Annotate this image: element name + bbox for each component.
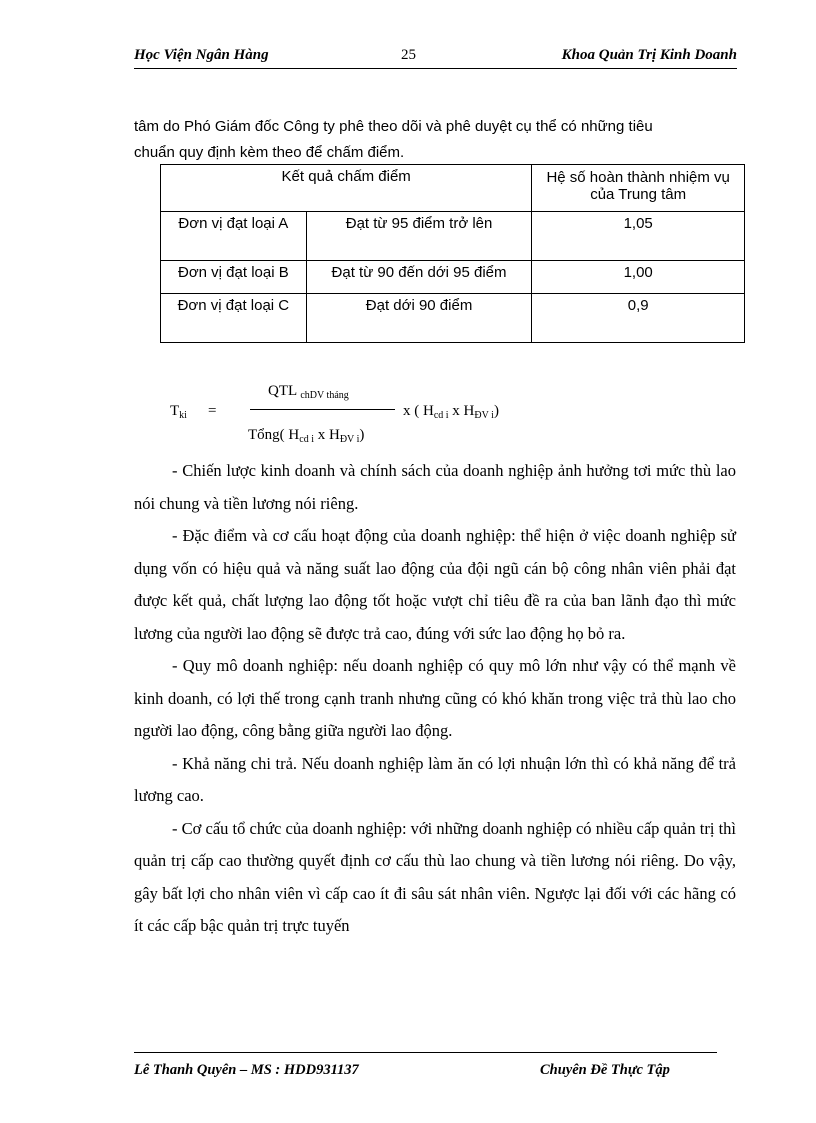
paragraph: - Khả năng chi trả. Nếu doanh nghiệp làm ăn có lợi nhuận lớn thì có khả năng để trả lương cao. bbox=[134, 753, 736, 805]
formula-equals: = bbox=[208, 403, 217, 419]
coefficient-cell: 1,00 bbox=[532, 261, 745, 294]
criteria-cell: Đạt từ 90 đến dới 95 điểm bbox=[306, 261, 532, 294]
unit-cell: Đơn vị đạt loại A bbox=[161, 212, 307, 261]
criteria-cell: Đạt dới 90 điểm bbox=[306, 294, 532, 343]
table-row bbox=[161, 294, 745, 343]
footer-title: Chuyên Đề Thực Tập bbox=[540, 1062, 670, 1078]
criteria-cell: Đạt từ 95 điểm trở lên bbox=[306, 212, 532, 261]
intro-line: chuẩn quy định kèm theo để chấm điểm. bbox=[134, 144, 405, 161]
grading-table bbox=[160, 164, 745, 343]
intro-line: tâm do Phó Giám đốc Công ty phê theo dõi và phê duyệt cụ thể có những tiêu bbox=[134, 118, 653, 135]
page-number: 25 bbox=[401, 47, 416, 63]
unit-cell: Đơn vị đạt loại B bbox=[161, 261, 307, 294]
formula-multiplier: x ( $H_{cd i}$ x $H_{ĐV i}$) bbox=[403, 403, 499, 421]
paragraph: - Chiến lược kinh doanh và chính sách của doanh nghiệp ảnh hưởng tơi mức thù lao nói chung và tiền lương nói riêng. bbox=[134, 461, 736, 513]
page-footer bbox=[134, 1062, 724, 1082]
header-result: Kết quả chấm điểm bbox=[161, 165, 532, 212]
page-header bbox=[134, 47, 737, 67]
intro-text bbox=[134, 114, 734, 166]
formula-lhs: $T_{ki}$ bbox=[170, 403, 187, 421]
header-coefficient: Hệ số hoàn thành nhiệm vụ của Trung tâm bbox=[532, 165, 745, 212]
formula-numerator: QTL $_{chDV tháng}$ bbox=[268, 383, 349, 401]
coefficient-cell: 0,9 bbox=[532, 294, 745, 343]
paragraph: - Cơ cấu tổ chức của doanh nghiệp: với những doanh nghiệp có nhiều cấp quản trị thì quản trị cấp cao thường quyết định cơ cấu thù lao chung và tiền lương nói riêng. Do vậy, gây bất lợi cho nhân viên vì cấp cao ít đi sâu sát nhân viên. Ngược lại đối với các hãng có ít các cấp bậc quản trị trực tuyến bbox=[134, 818, 736, 935]
fraction-bar bbox=[250, 409, 395, 410]
paragraph: - Quy mô doanh nghiệp: nếu doanh nghiệp có quy mô lớn như vậy có thể mạnh về kinh doanh, có lợi thế trong cạnh tranh nhưng cũng có khó khăn trong việc trả thù lao cho người lao động, công bằng giữa người lao động. bbox=[134, 656, 736, 740]
table-row bbox=[161, 212, 745, 261]
table-row bbox=[161, 261, 745, 294]
salary-formula bbox=[170, 383, 590, 453]
unit-cell: Đơn vị đạt loại C bbox=[161, 294, 307, 343]
formula-denominator: Tổng( $H_{cd i}$ x $H_{ĐV i}$) bbox=[248, 427, 365, 445]
header-faculty: Khoa Quản Trị Kinh Doanh bbox=[561, 47, 737, 63]
footer-author: Lê Thanh Quyên – MS : HDD931137 bbox=[134, 1062, 359, 1078]
body-text bbox=[134, 455, 736, 943]
coefficient-cell: 1,05 bbox=[532, 212, 745, 261]
table-header-row bbox=[161, 165, 745, 212]
paragraph: - Đặc điểm và cơ cấu hoạt động của doanh nghiệp: thể hiện ở việc doanh nghiệp sử dụng vốn có hiệu quả và năng suất lao động của đội ngũ cán bộ công nhân viên phải đạt được kết quả, chất lượng lao động tốt hoặc vượt chỉ tiêu đề ra của ban lãnh đạo thì mức lương của người lao động sẽ được trả cao, đúng với sức lao động họ bỏ ra. bbox=[134, 526, 736, 643]
header-divider bbox=[134, 68, 737, 69]
footer-divider bbox=[134, 1052, 717, 1053]
header-institution: Học Viện Ngân Hàng bbox=[134, 47, 269, 63]
